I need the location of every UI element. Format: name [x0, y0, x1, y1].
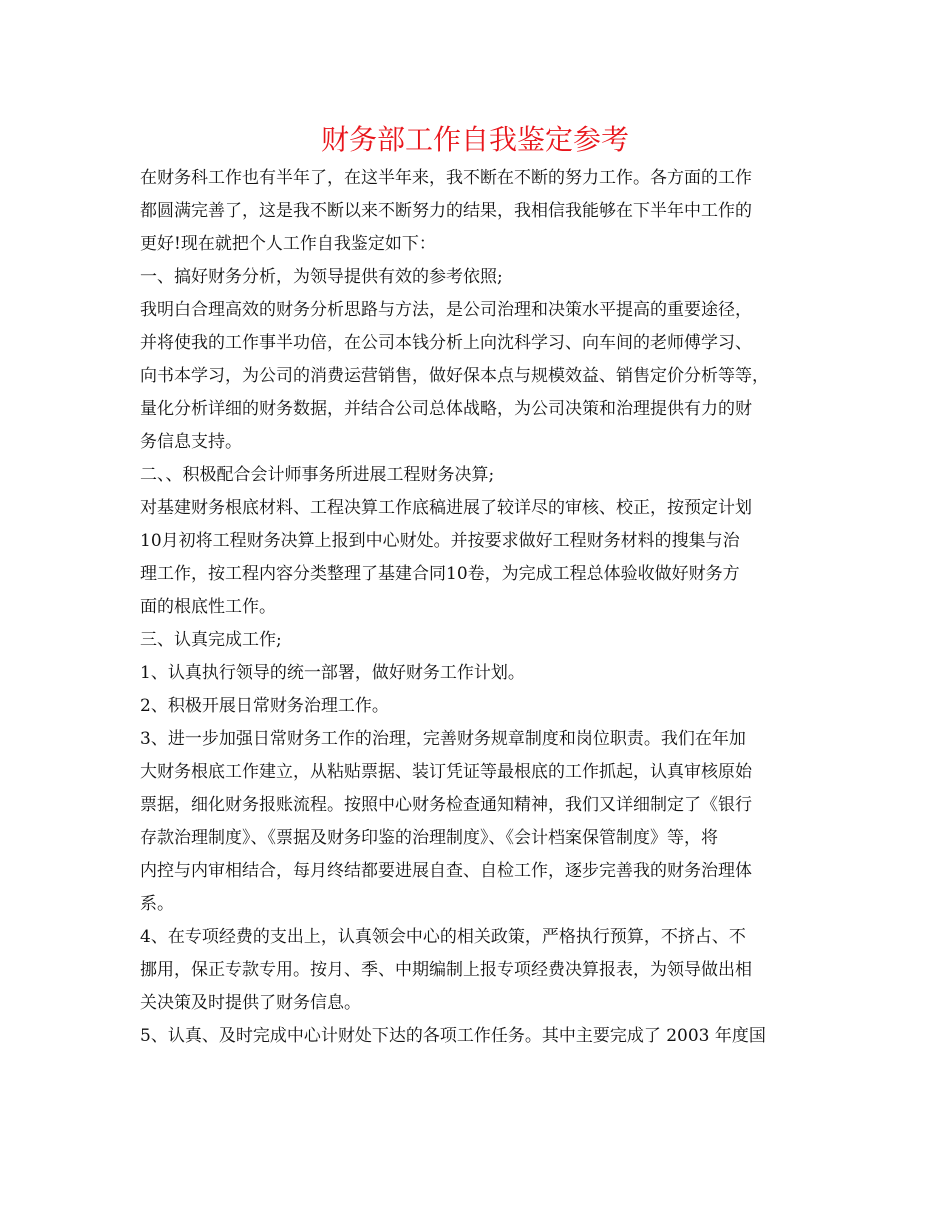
body-line: 挪用，保正专款专用。按月、季、中期编制上报专项经费决算报表，为领导做出相 — [140, 960, 752, 980]
body-line: 10月初将工程财务决算上报到中心财处。并按要求做好工程财务材料的搜集与治 — [140, 531, 740, 551]
body-line: 更好!现在就把个人工作自我鉴定如下： — [140, 234, 436, 254]
body-line: 系。 — [140, 894, 174, 914]
section-heading-3: 三、认真完成工作; — [140, 630, 282, 650]
list-item: 3、进一步加强日常财务工作的治理，完善财务规章制度和岗位职责。我们在年加 — [140, 729, 746, 749]
body-line: 大财务根底工作建立，从粘贴票据、装订凭证等最根底的工作抓起，认真审核原始 — [140, 762, 752, 782]
body-line: 存款治理制度》、《票据及财务印鉴的治理制度》、《会计档案保管制度》等，将 — [140, 828, 718, 848]
list-item: 5、认真、及时完成中心计财处下达的各项工作任务。其中主要完成了 2003 年度国 — [140, 1026, 766, 1046]
body-line: 向书本学习，为公司的消费运营销售，做好保本点与规模效益、销售定价分析等等， — [140, 366, 769, 386]
body-line: 我明白合理高效的财务分析思路与方法，是公司治理和决策水平提高的重要途径， — [140, 300, 752, 320]
list-item: 2、积极开展日常财务治理工作。 — [140, 696, 389, 716]
section-heading-2: 二、、积极配合会计师事务所进展工程财务决算; — [140, 465, 495, 485]
list-item: 4、在专项经费的支出上，认真领会中心的相关政策，严格执行预算，不挤占、不 — [140, 927, 746, 947]
list-item: 1、认真执行领导的统一部署，做好财务工作计划。 — [140, 663, 525, 683]
body-line: 内控与内审相结合，每月终结都要进展自查、自检工作，逐步完善我的财务治理体 — [140, 861, 752, 881]
body-line: 都圆满完善了，这是我不断以来不断努力的结果，我相信我能够在下半年中工作的 — [140, 201, 752, 221]
document-title: 财务部工作自我鉴定参考 — [320, 123, 629, 156]
body-line: 对基建财务根底材料、工程决算工作底稿进展了较详尽的审核、校正，按预定计划 — [140, 498, 752, 518]
document-body — [140, 162, 816, 1053]
body-line: 理工作，按工程内容分类整理了基建合同10卷，为完成工程总体验收做好财务方 — [140, 564, 740, 584]
section-heading-1: 一、搞好财务分析，为领导提供有效的参考依照; — [140, 267, 503, 287]
body-line: 票据，细化财务报账流程。按照中心财务检查通知精神，我们又详细制定了《银行 — [140, 795, 752, 815]
body-line: 并将使我的工作事半功倍，在公司本钱分析上向沈科学习、向车间的老师傅学习、 — [140, 333, 752, 353]
body-line: 务信息支持。 — [140, 432, 242, 452]
body-line: 量化分析详细的财务数据，并结合公司总体战略，为公司决策和治理提供有力的财 — [140, 399, 752, 419]
body-line: 面的根底性工作。 — [140, 597, 276, 617]
body-line: 关决策及时提供了财务信息。 — [140, 993, 361, 1013]
body-line: 在财务科工作也有半年了，在这半年来，我不断在不断的努力工作。各方面的工作 — [140, 168, 752, 188]
